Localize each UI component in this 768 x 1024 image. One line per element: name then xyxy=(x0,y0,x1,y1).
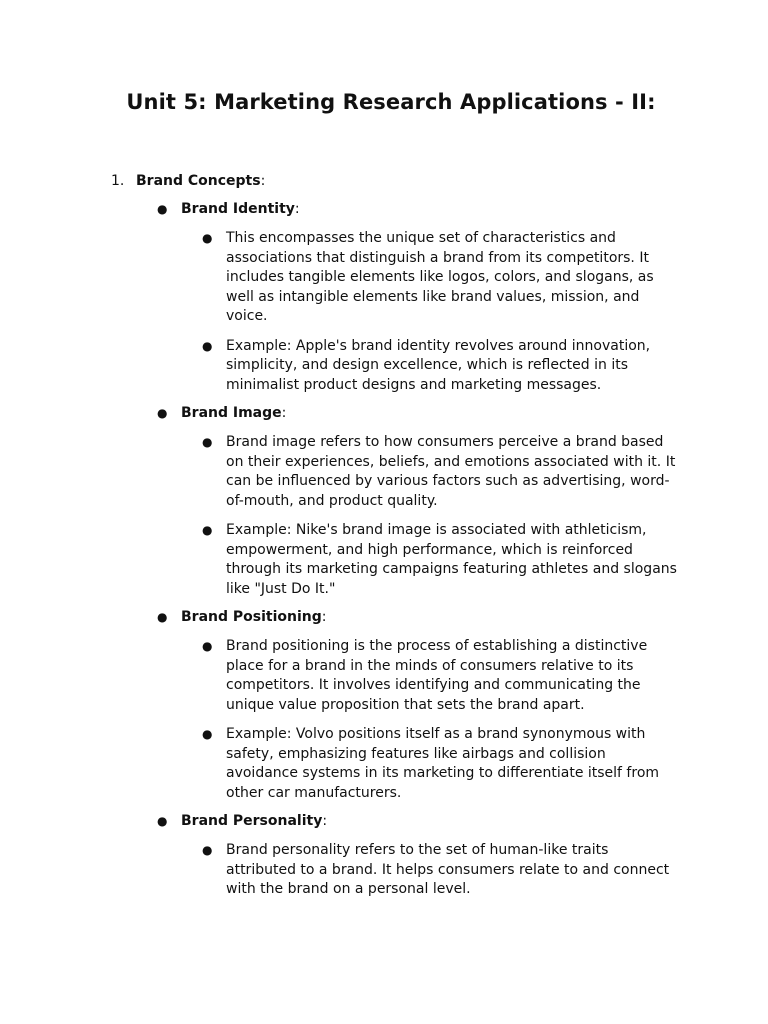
bullet-icon: ● xyxy=(202,843,213,857)
bullet-icon: ● xyxy=(157,610,168,624)
list-item-text: Example: Apple's brand identity revolves around innovation, simplicity, and design excellence, which is reflected in its minimalist product designs and marketing messages. xyxy=(226,337,651,393)
list-item xyxy=(202,433,682,511)
bullet-icon: ● xyxy=(202,523,213,537)
list-item-text: Brand positioning is the process of establishing a distinctive place for a brand in the minds of consumers relative to its competitors. It involves identifying and communicating the unique value proposition that sets the brand apart. xyxy=(226,638,648,713)
bullet-icon: ● xyxy=(202,639,213,653)
list-item-text: Brand personality refers to the set of human-like traits attributed to a brand. It helps consumers relate to and connect with the brand on a personal level. xyxy=(226,842,670,897)
subsection-heading: ● Brand Image: xyxy=(157,405,287,421)
subsection-heading: ● Brand Positioning: xyxy=(157,609,327,625)
list-item xyxy=(202,725,682,803)
list-item xyxy=(202,637,682,715)
bullet-icon: ● xyxy=(202,727,213,741)
list-item-text: Brand image refers to how consumers perceive a brand based on their experiences, beliefs, and emotions associated with it. It can be influenced by various factors such as advertising, word-of-mouth, and product quality. xyxy=(226,434,676,509)
subsection-heading-text: Brand Positioning xyxy=(181,609,322,625)
section-number: 1. xyxy=(111,173,125,189)
list-item-text: This encompasses the unique set of characteristics and associations that distinguish a brand from its competitors. It includes tangible elements like logos, colors, and slogans, as well as intangible elements like brand values, mission, and voice. xyxy=(226,230,654,324)
bullet-icon: ● xyxy=(157,814,168,828)
section-heading-text: Brand Concepts xyxy=(136,173,261,189)
section-heading: 1. Brand Concepts: xyxy=(111,173,266,189)
list-item xyxy=(202,521,682,599)
subsection-heading-text: Brand Identity xyxy=(181,201,295,217)
list-item xyxy=(202,337,682,396)
page-title: Unit 5: Marketing Research Applications - II: xyxy=(126,90,656,114)
list-item xyxy=(202,229,682,327)
bullet-icon: ● xyxy=(202,435,213,449)
subsection-heading: ● Brand Personality: xyxy=(157,813,328,829)
document-content xyxy=(0,171,768,900)
list-item-text: Example: Volvo positions itself as a brand synonymous with safety, emphasizing features like airbags and collision avoidance systems in its marketing to differentiate itself from other car manufacturers. xyxy=(226,726,660,801)
bullet-icon: ● xyxy=(157,202,168,216)
bullet-icon: ● xyxy=(157,406,168,420)
list-item-text: Example: Nike's brand image is associated with athleticism, empowerment, and high performance, which is reinforced through its marketing campaigns featuring athletes and slogans like "Just Do It." xyxy=(226,522,677,597)
subsection-heading-text: Brand Personality xyxy=(181,813,323,829)
bullet-icon: ● xyxy=(202,231,213,245)
subsection-heading: ● Brand Identity: xyxy=(157,201,300,217)
bullet-icon: ● xyxy=(202,338,213,353)
list-item xyxy=(202,841,682,900)
subsection-heading-text: Brand Image xyxy=(181,405,282,421)
